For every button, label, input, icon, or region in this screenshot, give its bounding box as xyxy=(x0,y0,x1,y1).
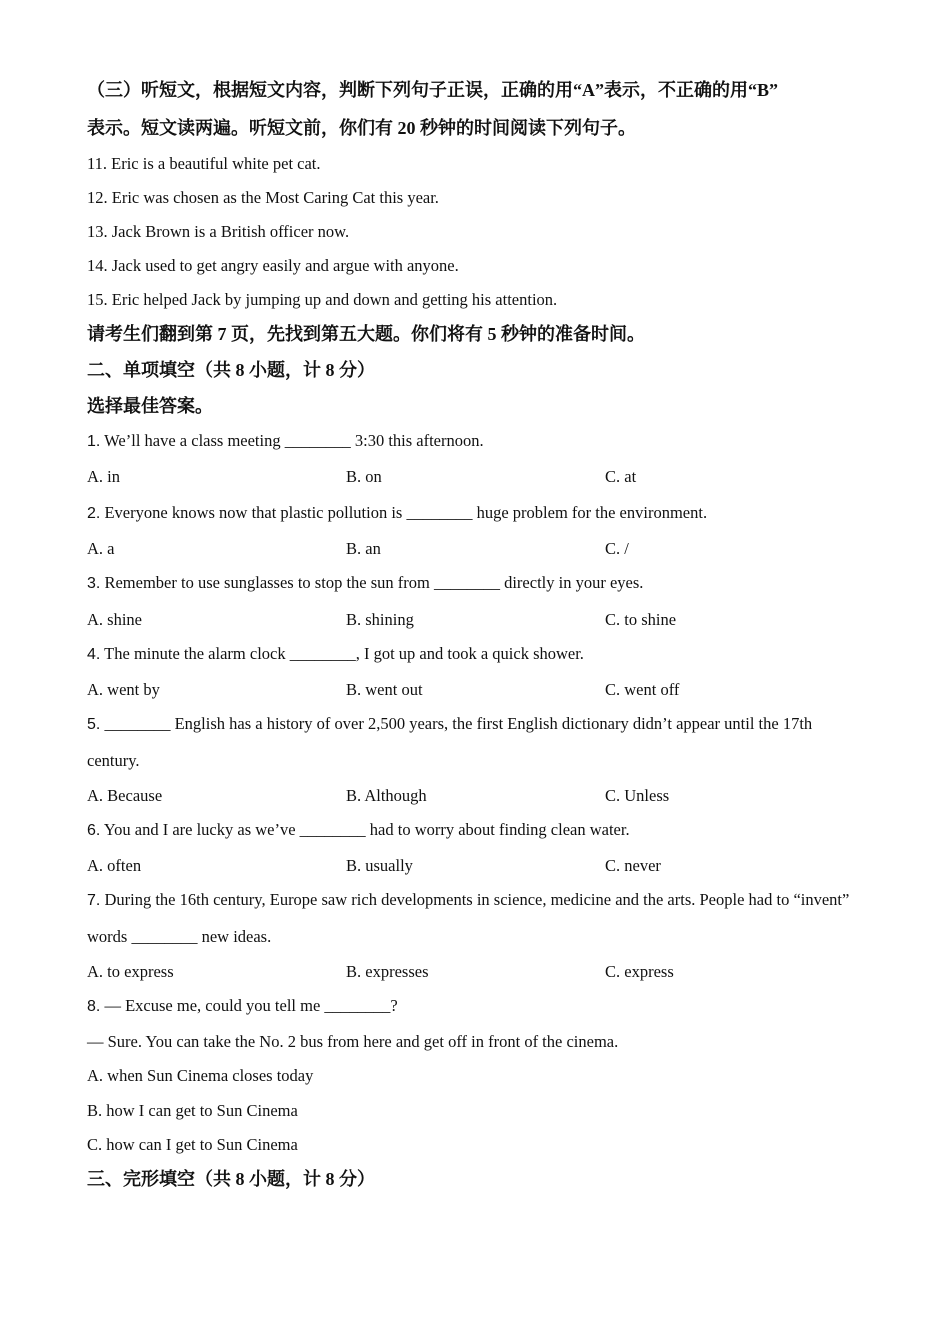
part2-instruction: 选择最佳答案。 xyxy=(87,396,213,416)
question-4 xyxy=(87,644,584,665)
question-text: You and I are lucky as we’ve ________ had to worry about finding clean water. xyxy=(103,820,630,839)
question-1 xyxy=(87,431,484,452)
question-8-reply: — Sure. You can take the No. 2 bus from here and get off in front of the cinema. xyxy=(87,1032,619,1051)
statement-13: 13. Jack Brown is a British officer now. xyxy=(87,222,350,241)
question-number: 5. xyxy=(87,716,101,733)
q3-option-b[interactable]: B. shining xyxy=(346,610,414,629)
question-text: Remember to use sunglasses to stop the sun from ________ directly in your eyes. xyxy=(104,573,644,592)
q3-option-a[interactable]: A. shine xyxy=(87,610,142,629)
q6-option-a[interactable]: A. often xyxy=(87,856,142,875)
question-number: 2. xyxy=(87,505,101,522)
q8-option-c[interactable]: C. how can I get to Sun Cinema xyxy=(87,1135,298,1154)
q2-option-c[interactable]: C. / xyxy=(605,539,629,558)
q2-option-a[interactable]: A. a xyxy=(87,539,115,558)
question-number: 6. xyxy=(87,822,101,839)
question-number: 1. xyxy=(87,433,101,450)
turn-page-note: 请考生们翻到第 7 页，先找到第五大题。你们将有 5 秒钟的准备时间。 xyxy=(87,324,645,344)
question-text: — Excuse me, could you tell me ________? xyxy=(104,996,398,1015)
question-text: We’ll have a class meeting ________ 3:30 this afternoon. xyxy=(104,431,484,450)
q1-option-a[interactable]: A. in xyxy=(87,467,120,486)
q4-option-b[interactable]: B. went out xyxy=(346,680,423,699)
question-8 xyxy=(87,996,398,1017)
statement-14: 14. Jack used to get angry easily and argue with anyone. xyxy=(87,256,459,275)
question-7 xyxy=(87,890,849,911)
q1-option-b[interactable]: B. on xyxy=(346,467,382,486)
q7-option-b[interactable]: B. expresses xyxy=(346,962,429,981)
q5-option-b[interactable]: B. Although xyxy=(346,786,427,805)
q8-option-a[interactable]: A. when Sun Cinema closes today xyxy=(87,1066,314,1085)
q4-option-a[interactable]: A. went by xyxy=(87,680,160,699)
statement-15: 15. Eric helped Jack by jumping up and down and getting his attention. xyxy=(87,290,558,309)
q5-option-c[interactable]: C. Unless xyxy=(605,786,670,805)
question-7-continued: words ________ new ideas. xyxy=(87,927,272,946)
q7-option-c[interactable]: C. express xyxy=(605,962,674,981)
q5-option-a[interactable]: A. Because xyxy=(87,786,163,805)
question-2 xyxy=(87,503,707,524)
question-text: ________ English has a history of over 2,500 years, the first English dictionary didn’t appear until the 17th xyxy=(104,714,813,733)
question-3 xyxy=(87,573,643,594)
q2-option-b[interactable]: B. an xyxy=(346,539,381,558)
q6-option-c[interactable]: C. never xyxy=(605,856,661,875)
part2-heading: 二、单项填空（共 8 小题，计 8 分） xyxy=(87,360,375,380)
q8-option-b[interactable]: B. how I can get to Sun Cinema xyxy=(87,1101,298,1120)
question-6 xyxy=(87,820,630,841)
part3-heading: 三、完形填空（共 8 小题，计 8 分） xyxy=(87,1169,375,1189)
question-text: The minute the alarm clock ________, I got up and took a quick shower. xyxy=(104,644,584,663)
statement-11: 11. Eric is a beautiful white pet cat. xyxy=(87,154,321,173)
listening-instruction-line2: 表示。短文读两遍。听短文前，你们有 20 秒钟的时间阅读下列句子。 xyxy=(87,118,636,138)
q4-option-c[interactable]: C. went off xyxy=(605,680,680,699)
q7-option-a[interactable]: A. to express xyxy=(87,962,174,981)
listening-instruction-line1: （三）听短文，根据短文内容，判断下列句子正误，正确的用“A”表示，不正确的用“B” xyxy=(87,80,779,100)
question-number: 7. xyxy=(87,892,101,909)
question-5 xyxy=(87,714,812,735)
question-text: During the 16th century, Europe saw rich developments in science, medicine and the arts. People had to “invent” xyxy=(104,890,850,909)
q1-option-c[interactable]: C. at xyxy=(605,467,637,486)
question-5-continued: century. xyxy=(87,751,140,770)
question-number: 8. xyxy=(87,998,101,1015)
question-number: 3. xyxy=(87,575,101,592)
q6-option-b[interactable]: B. usually xyxy=(346,856,413,875)
question-text: Everyone knows now that plastic pollution is ________ huge problem for the environment. xyxy=(104,503,708,522)
statement-12: 12. Eric was chosen as the Most Caring Cat this year. xyxy=(87,188,439,207)
question-number: 4. xyxy=(87,646,101,663)
q3-option-c[interactable]: C. to shine xyxy=(605,610,677,629)
